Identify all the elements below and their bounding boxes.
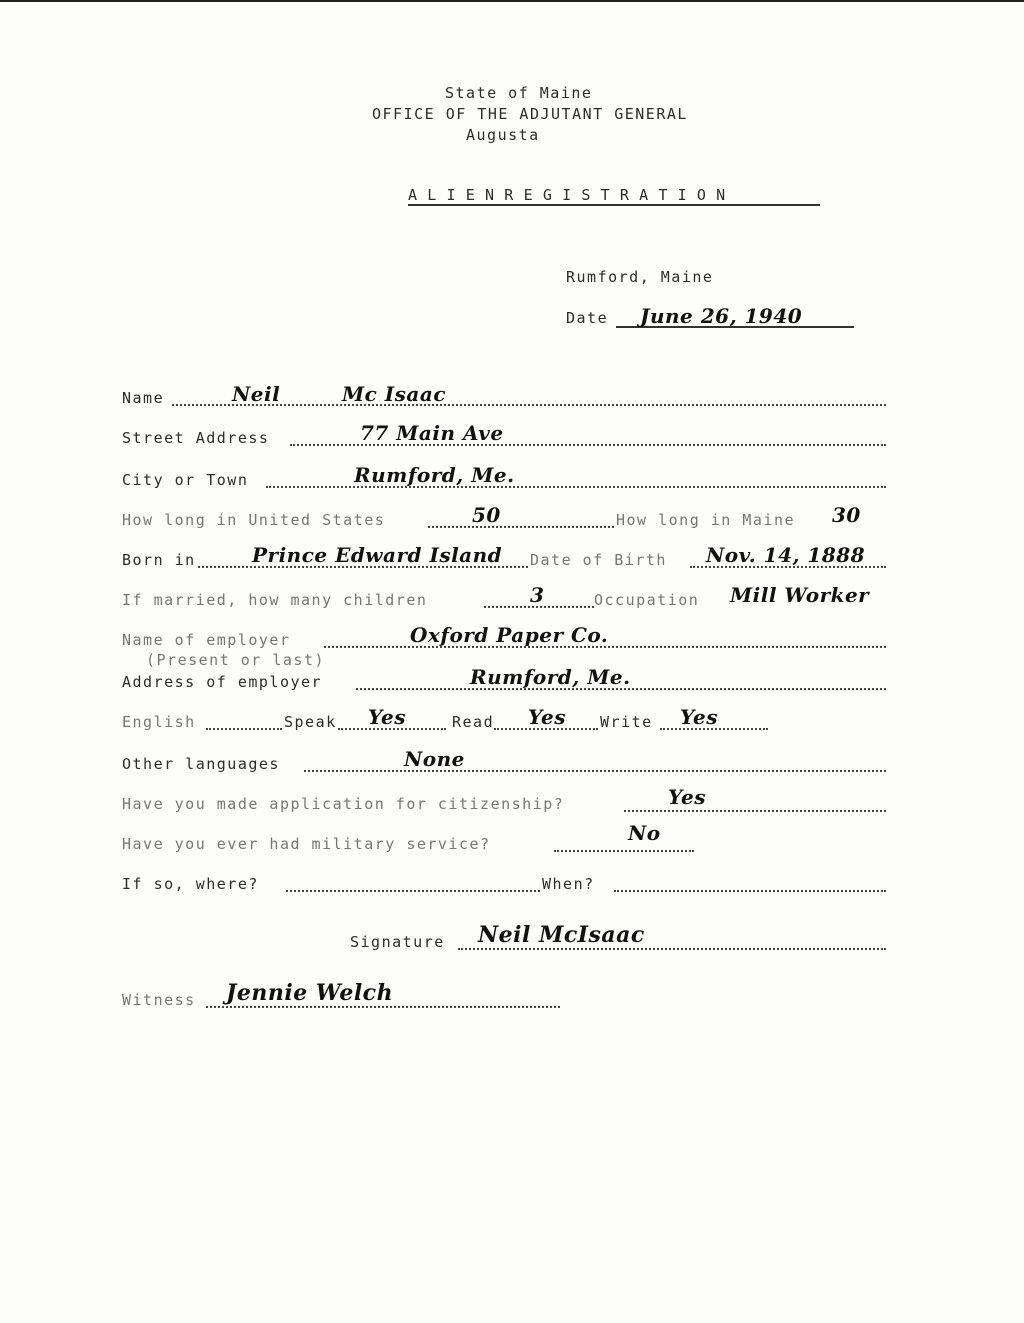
other-languages-handwritten: None — [404, 747, 465, 771]
speak-handwritten: Yes — [368, 705, 407, 729]
born-in-handwritten: Prince Edward Island — [252, 543, 503, 567]
citizenship-dots — [624, 810, 886, 812]
employer-sublabel: (Present or last) — [146, 651, 326, 669]
when-label: When? — [542, 875, 595, 893]
name-last-handwritten: Mc Isaac — [342, 382, 446, 406]
write-label: Write — [600, 713, 653, 731]
witness-dots — [206, 1006, 560, 1008]
name-first-handwritten: Neil — [232, 382, 281, 406]
signature-label: Signature — [350, 933, 445, 951]
years-us-label: How long in United States — [122, 511, 386, 529]
witness-label: Witness — [122, 991, 196, 1009]
signature-dots — [458, 948, 886, 950]
when-dots — [614, 890, 886, 892]
years-us-handwritten: 50 — [472, 503, 501, 527]
employer-label: Name of employer — [122, 631, 291, 649]
employer-address-handwritten: Rumford, Me. — [470, 665, 631, 689]
where-dots — [286, 890, 540, 892]
years-maine-label: How long in Maine — [616, 511, 796, 529]
date-handwritten: June 26, 1940 — [640, 304, 803, 328]
military-dots — [554, 850, 694, 852]
english-dots — [206, 728, 282, 730]
street-handwritten: 77 Main Ave — [360, 421, 504, 445]
birth-date-handwritten: Nov. 14, 1888 — [706, 543, 866, 567]
children-label: If married, how many children — [122, 591, 428, 609]
military-label: Have you ever had military service? — [122, 835, 491, 853]
signature-handwritten: Neil McIsaac — [478, 922, 645, 948]
military-handwritten: No — [628, 821, 661, 845]
citizenship-handwritten: Yes — [668, 785, 707, 809]
date-label: Date — [566, 309, 609, 327]
years-us-dots — [428, 526, 614, 528]
form-title-underline — [408, 204, 820, 206]
employer-address-label: Address of employer — [122, 673, 323, 691]
born-in-label: Born in — [122, 551, 196, 569]
occupation-label: Occupation — [594, 591, 700, 609]
street-label: Street Address — [122, 429, 270, 447]
children-handwritten: 3 — [530, 583, 545, 607]
witness-handwritten: Jennie Welch — [226, 980, 394, 1006]
city-label: City or Town — [122, 471, 249, 489]
employer-handwritten: Oxford Paper Co. — [410, 623, 609, 647]
city-heading: Augusta — [466, 126, 540, 144]
scan-edge — [0, 0, 1024, 2]
state-heading: State of Maine — [445, 84, 593, 102]
occupation-handwritten: Mill Worker — [730, 583, 870, 607]
english-label: English — [122, 713, 196, 731]
other-languages-label: Other languages — [122, 755, 280, 773]
speak-label: Speak — [284, 713, 337, 731]
location-line: Rumford, Maine — [566, 268, 714, 286]
office-heading: OFFICE OF THE ADJUTANT GENERAL — [372, 105, 688, 123]
read-label: Read — [452, 713, 495, 731]
city-handwritten: Rumford, Me. — [354, 463, 515, 487]
form-title: A L I E N R E G I S T R A T I O N — [408, 186, 726, 204]
years-maine-handwritten: 30 — [832, 503, 861, 527]
other-languages-dots — [304, 770, 886, 772]
citizenship-label: Have you made application for citizenship? — [122, 795, 565, 813]
name-label: Name — [122, 389, 165, 407]
read-handwritten: Yes — [528, 705, 567, 729]
birth-date-label: Date of Birth — [530, 551, 667, 569]
where-label: If so, where? — [122, 875, 259, 893]
write-handwritten: Yes — [680, 705, 719, 729]
